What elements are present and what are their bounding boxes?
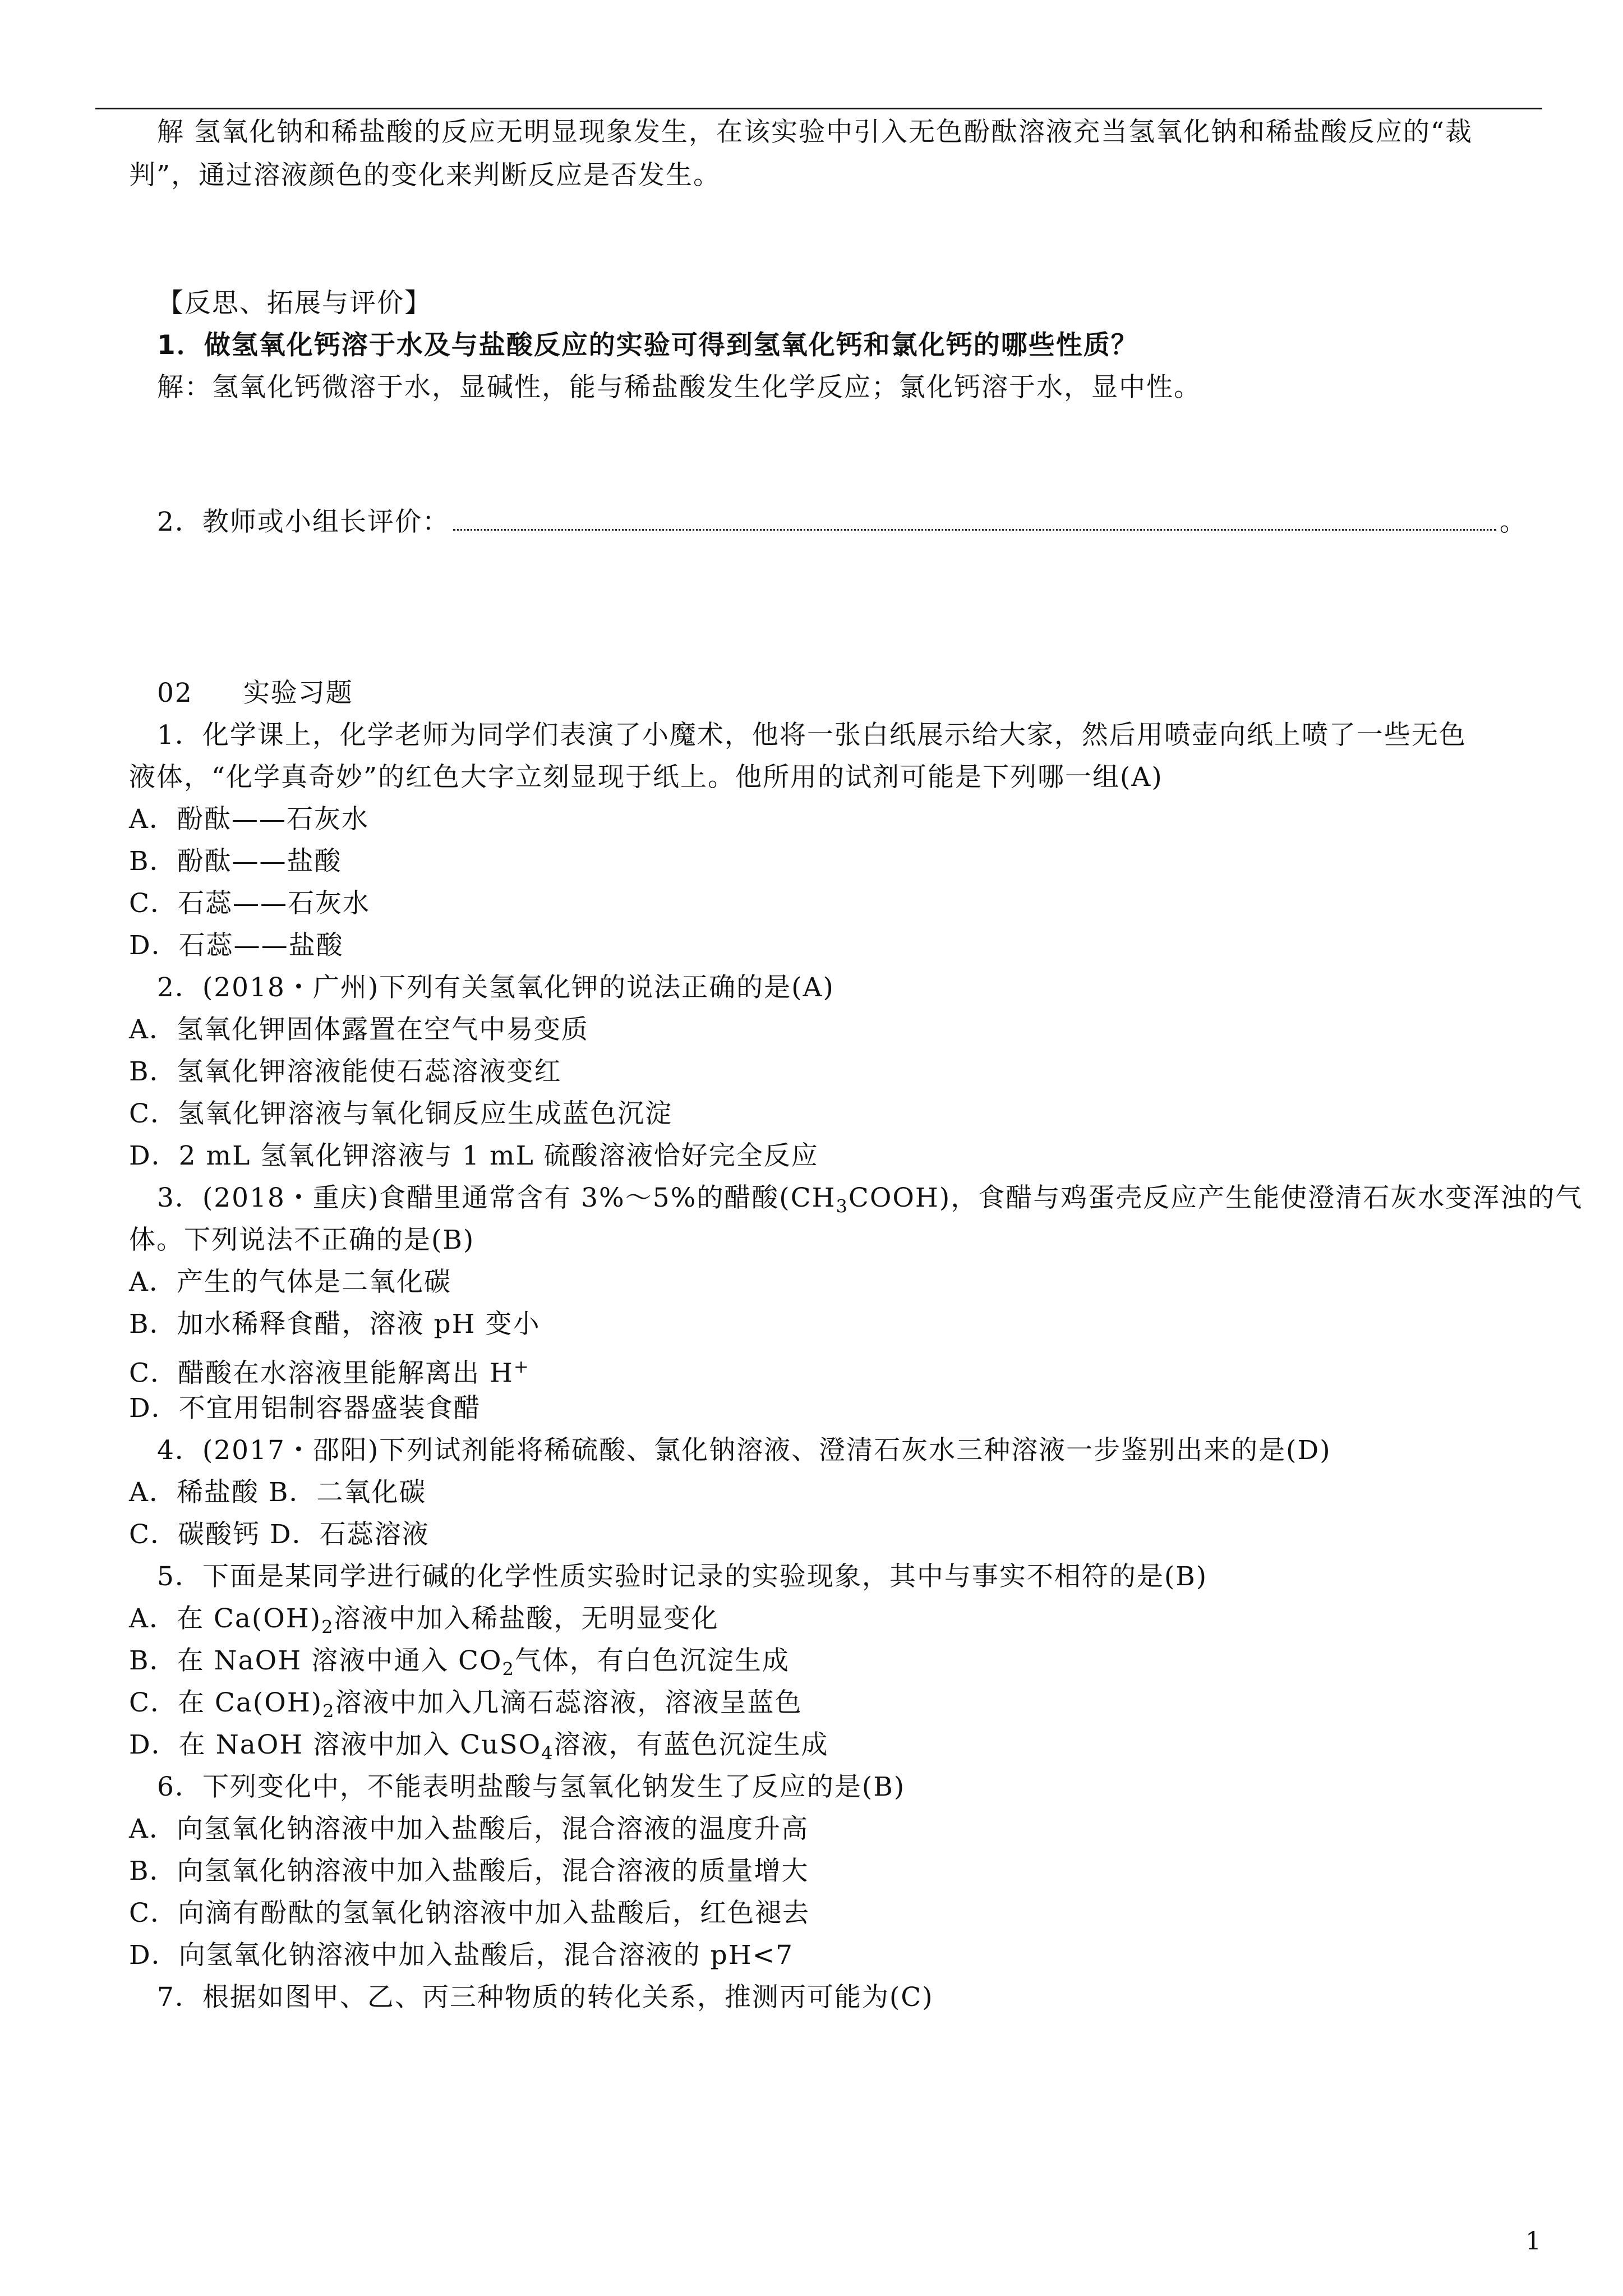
option: B．酚酞——盐酸 (129, 846, 342, 877)
section-name: 实验习题 (243, 678, 353, 708)
option-text: D．在 NaOH 溶液中加入 CuSO (129, 1729, 542, 1760)
question-line: 7．根据如图甲、乙、丙三种物质的转化关系，推测丙可能为(C) (157, 1982, 934, 2013)
header-rule (95, 108, 1542, 109)
option-text: 溶液，有蓝色沉淀生成 (554, 1729, 829, 1760)
page-number: 1 (1525, 2227, 1541, 2256)
section-heading: 【反思、拓展与评价】 (157, 288, 432, 319)
option: A．产生的气体是二氧化碳 (129, 1267, 451, 1297)
option: B．氢氧化钾溶液能使石蕊溶液变红 (129, 1056, 562, 1087)
option: A．氢氧化钾固体露置在空气中易变质 (129, 1014, 589, 1045)
question-line: 6．下列变化中，不能表明盐酸与氢氧化钠发生了反应的是(B) (157, 1772, 906, 1802)
option-text: 溶液中加入几滴石蕊溶液，溶液呈蓝色 (335, 1687, 803, 1718)
question-line (0, 1181, 1623, 1223)
option-text: A．在 Ca(OH) (129, 1603, 322, 1634)
option: D．向氢氧化钠溶液中加入盐酸后，混合溶液的 pH<7 (129, 1940, 794, 1971)
option: C．氢氧化钾溶液与氧化铜反应生成蓝色沉淀 (129, 1098, 672, 1129)
option: C．碳酸钙 D．石蕊溶液 (129, 1519, 430, 1550)
option (0, 1728, 1623, 1770)
question-line: 液体，“化学真奇妙”的红色大字立刻显现于纸上。他所用的试剂可能是下列哪一组(A) (129, 762, 1163, 793)
option: D．石蕊——盐酸 (129, 930, 344, 961)
question-text: 2．教师或小组长评价： (157, 507, 450, 537)
answer-line: 解 氢氧化钠和稀盐酸的反应无明显现象发生，在该实验中引入无色酚酞溶液充当氢氧化钠和稀盐酸反应的“裁 (157, 117, 1473, 148)
option: A．向氢氧化钠溶液中加入盐酸后，混合溶液的温度升高 (129, 1814, 809, 1844)
option: C．石蕊——石灰水 (129, 888, 370, 919)
answer-line: 判”，通过溶液颜色的变化来判断反应是否发生。 (129, 160, 721, 191)
section-title (0, 676, 1623, 711)
option (0, 1602, 1623, 1644)
option (0, 1349, 1623, 1391)
option-text: 气体，有白色沉淀生成 (514, 1645, 790, 1676)
subscript: 3 (836, 1195, 849, 1217)
option: B．加水稀释食醋，溶液 pH 变小 (129, 1309, 541, 1340)
answer-1: 解：氢氧化钙微溶于水，显碱性，能与稀盐酸发生化学反应；氯化钙溶于水，显中性。 (157, 372, 1201, 403)
question-text: COOH)，食醋与鸡蛋壳反应产生能使澄清石灰水变浑浊的气 (848, 1182, 1583, 1213)
superscript: + (513, 1356, 530, 1377)
question-text: 1．做氢氧化钙溶于水及与盐酸反应的实验可得到氢氧化钙和氯化钙的哪些性质？ (157, 330, 1138, 361)
subscript: 2 (502, 1658, 515, 1680)
subscript: 4 (541, 1742, 554, 1764)
option-text: C．在 Ca(OH) (129, 1687, 323, 1718)
question-2 (0, 505, 1623, 540)
option: A．酚酞——石灰水 (129, 804, 369, 835)
option-text: C．醋酸在水溶液里能解离出 H (129, 1358, 514, 1389)
question-line: 4．(2017・邵阳)下列试剂能将稀硫酸、氯化钠溶液、澄清石灰水三种溶液一步鉴别出来的是(D) (157, 1435, 1331, 1466)
question-text: 3．(2018・重庆)食醋里通常含有 3%～5%的醋酸(CH (157, 1182, 836, 1213)
option-text: 溶液中加入稀盐酸，无明显变化 (334, 1603, 719, 1634)
option: D．不宜用铝制容器盛装食醋 (129, 1393, 481, 1424)
option-text: B．在 NaOH 溶液中通入 CO (129, 1645, 502, 1676)
question-line: 2．(2018・广州)下列有关氢氧化钾的说法正确的是(A) (157, 972, 834, 1003)
option (0, 1644, 1623, 1686)
option (0, 1686, 1623, 1728)
question-line: 1．化学课上，化学老师为同学们表演了小魔术，他将一张白纸展示给大家，然后用喷壶向纸上喷了一些无色 (157, 720, 1467, 751)
question-suffix: 。 (1499, 507, 1527, 537)
subscript: 2 (321, 1616, 334, 1638)
question-line: 体。下列说法不正确的是(B) (129, 1225, 475, 1255)
section-number: 02 (157, 678, 193, 708)
option: D．2 mL 氢氧化钾溶液与 1 mL 硫酸溶液恰好完全反应 (129, 1140, 819, 1171)
subscript: 2 (322, 1700, 335, 1722)
question-1 (0, 328, 1623, 363)
option: B．向氢氧化钠溶液中加入盐酸后，混合溶液的质量增大 (129, 1856, 809, 1887)
option: C．向滴有酚酞的氢氧化钠溶液中加入盐酸后，红色褪去 (129, 1898, 810, 1929)
option: A．稀盐酸 B．二氧化碳 (129, 1477, 427, 1508)
evaluation-blank (453, 523, 1496, 531)
question-line: 5．下面是某同学进行碱的化学性质实验时记录的实验现象，其中与事实不相符的是(B) (157, 1561, 1208, 1592)
